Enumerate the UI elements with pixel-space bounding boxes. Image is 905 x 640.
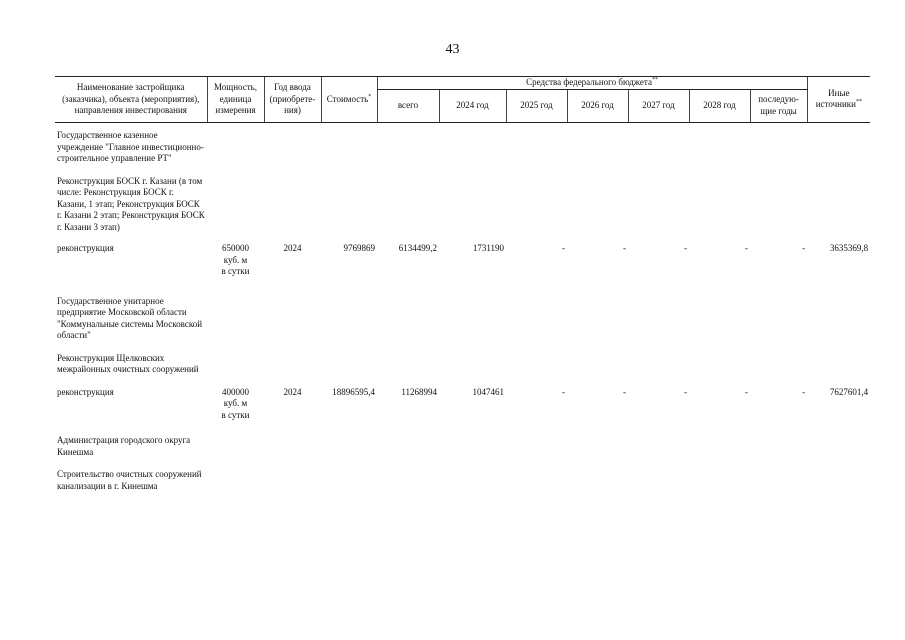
- object-name: Строительство очистных сооружений канализации в г. Кинешма: [57, 469, 202, 491]
- cost-cell: 18896595,4: [332, 386, 375, 397]
- y2028-cell: -: [745, 386, 748, 397]
- y2026-cell: -: [623, 386, 626, 397]
- table-row: [55, 387, 870, 422]
- header-cost: Стоимость*: [321, 77, 377, 123]
- object-name: Реконструкция Щелковских межрайонных очистных сооружений: [57, 352, 199, 374]
- total-cell: 11268994: [401, 386, 437, 397]
- header-total: всего: [377, 89, 439, 122]
- organization-name: Администрация городского округа Кинешма: [57, 435, 191, 457]
- header-later-years: последую-щие годы: [750, 89, 807, 122]
- year-cell: 2024: [283, 243, 302, 253]
- header-capacity: Мощность, единица измерения: [207, 77, 264, 123]
- y2024-cell: 1731190: [472, 243, 504, 253]
- y2025-cell: -: [562, 386, 565, 397]
- y2027-cell: -: [684, 243, 687, 253]
- y2024-cell: 1047461: [472, 386, 504, 397]
- table-row: [55, 243, 870, 278]
- organization-name: Государственное унитарное предприятие Московской области "Коммунальные системы Московской области": [57, 295, 203, 340]
- other-sources-cell: 3635369,8: [829, 243, 869, 253]
- page-number: 43: [445, 42, 460, 57]
- direction-cell: реконструкция: [57, 386, 114, 397]
- cost-cell: 9769869: [343, 243, 375, 253]
- later-years-cell: -: [802, 243, 806, 253]
- y2027-cell: -: [684, 386, 687, 397]
- capacity-cell: 400000 куб. м в сутки: [221, 386, 250, 420]
- header-name: Наименование застройщика (заказчика), объекта (мероприятия), направления инвестирования: [55, 77, 207, 123]
- header-2028: 2028 год: [689, 89, 750, 122]
- header-federal-budget: Средства федерального бюджета**: [377, 77, 807, 90]
- capacity-cell: 650000 куб. м в сутки: [221, 243, 250, 276]
- year-cell: 2024: [283, 386, 302, 397]
- y2028-cell: -: [745, 243, 748, 253]
- header-2026: 2026 год: [567, 89, 628, 122]
- header-2027: 2027 год: [628, 89, 689, 122]
- header-2025: 2025 год: [506, 89, 567, 122]
- organization-name: Государственное казенное учреждение "Главное инвестиционно-строительное управление РТ": [57, 130, 204, 163]
- object-name: Реконструкция БОСК г. Казани (в том числе: Реконструкция БОСК г. Казани, 1 этап; Реконструкция БОСК г. Казани 2 этап; Реконструкция БОСК г. Казани 3 этап): [57, 175, 205, 232]
- header-other-sources: Иные источники**: [807, 77, 870, 123]
- total-cell: 6134499,2: [398, 243, 437, 253]
- later-years-cell: -: [802, 386, 806, 397]
- header-year: Год ввода (приобрете-ния): [264, 77, 321, 123]
- direction-cell: реконструкция: [57, 243, 114, 253]
- y2026-cell: -: [623, 243, 626, 253]
- investment-table: [55, 76, 870, 492]
- y2025-cell: -: [562, 243, 565, 253]
- other-sources-cell: 7627601,4: [829, 386, 869, 397]
- header-2024: 2024 год: [439, 89, 506, 122]
